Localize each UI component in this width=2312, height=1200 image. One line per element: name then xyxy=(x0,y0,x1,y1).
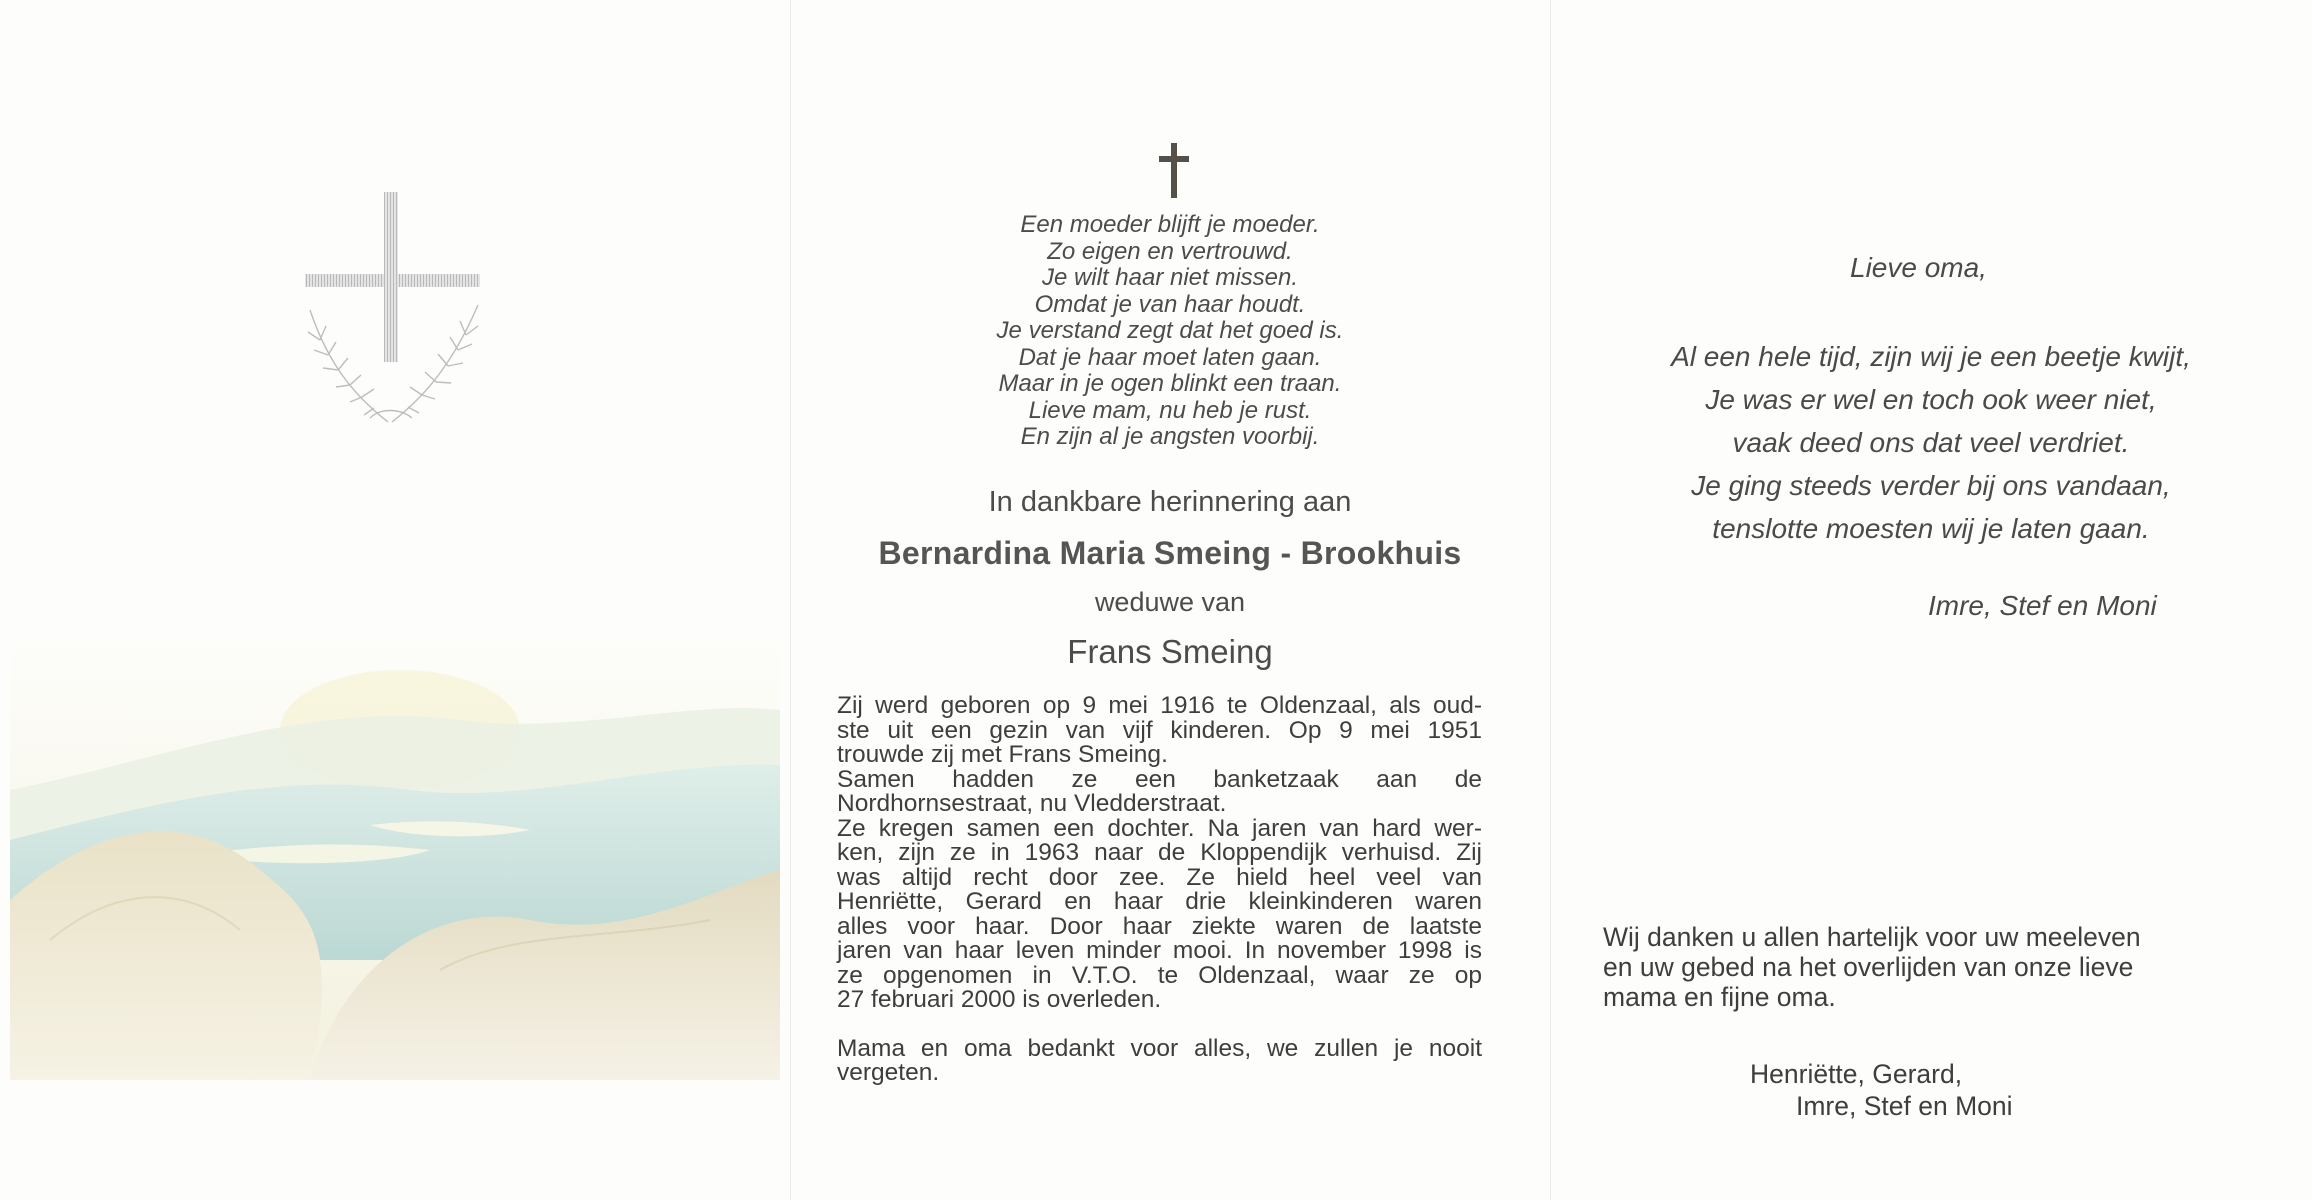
biography-line: ken, zijn ze in 1963 naar de Kloppendijk verhuisd. Zij xyxy=(837,839,1482,866)
thank-you-note xyxy=(1603,922,2223,1012)
thanks-line: mama en fijne oma. xyxy=(1603,982,1836,1012)
thanks-line: en uw gebed na het overlijden van onze lieve xyxy=(1603,952,2134,982)
grandchildren-signature: Imre, Stef en Moni xyxy=(1928,590,2157,621)
poem-line: Maar in je ogen blinkt een traan. xyxy=(998,370,1342,397)
grandma-poem-line: vaak deed ons dat veel verdriet. xyxy=(1732,427,2130,458)
biography-line: 27 februari 2000 is overleden. xyxy=(837,986,1162,1013)
latin-cross-icon xyxy=(1159,143,1189,198)
biography-line: alles voor haar. Door haar ziekte waren de laatste xyxy=(837,912,1482,940)
biography-line: Samen hadden ze een banketzaak aan de xyxy=(837,765,1482,793)
sea-sunrise-illustration xyxy=(10,640,780,1080)
poem-line: Omdat je van haar houdt. xyxy=(1034,290,1306,318)
family-signature-line: Imre, Stef en Moni xyxy=(1796,1091,2013,1121)
grandma-poem-line: Je was er wel en toch ook weer niet, xyxy=(1705,384,2157,415)
grandma-poem-line: tenslotte moesten wij je laten gaan. xyxy=(1712,513,2150,544)
poem-line: Dat je haar moet laten gaan. xyxy=(1018,343,1322,371)
biography-line: Ze kregen samen een dochter. Na jaren van hard wer- xyxy=(837,814,1482,842)
thanks-line: Wij danken u allen hartelijk voor uw meeleven xyxy=(1603,922,2141,952)
grandma-poem-line: Je ging steeds verder bij ons vandaan, xyxy=(1691,470,2171,501)
cross-with-palm-branches-icon xyxy=(300,190,485,430)
family-signature xyxy=(1750,1058,2130,1122)
biography-line: Zij werd geboren op 9 mei 1916 te Oldenzaal, als oud- xyxy=(837,692,1482,719)
grandma-poem-lines xyxy=(1550,335,2312,550)
right-panel xyxy=(1550,0,2312,1200)
spouse-name: Frans Smeing xyxy=(1067,633,1273,670)
biography-line: ste uit een gezin van vijf kinderen. Op 9 mei 1951 xyxy=(837,716,1482,744)
poem-line: Je wilt haar niet missen. xyxy=(1041,264,1299,291)
poem-line: En zijn al je angsten voorbij. xyxy=(1020,423,1320,450)
grandma-greeting: Lieve oma, xyxy=(1850,252,1987,283)
biography xyxy=(837,694,1482,1086)
widow-of-label: weduwe van xyxy=(1094,587,1246,617)
poem-line: Zo eigen en vertrouwd. xyxy=(1047,237,1293,265)
biography-line: ze opgenomen in V.T.O. te Oldenzaal, waar ze op xyxy=(837,961,1482,989)
left-panel xyxy=(0,0,790,1200)
biography-closing-line: vergeten. xyxy=(837,1059,940,1086)
poem-line: Je verstand zegt dat het goed is. xyxy=(996,317,1344,344)
biography-line: Nordhornsestraat, nu Vledderstraat. xyxy=(837,790,1227,817)
poem-line: Een moeder blijft je moeder. xyxy=(1020,211,1320,238)
grandma-poem-line: Al een hele tijd, zijn wij je een beetje kwijt, xyxy=(1671,341,2191,372)
biography-closing-line: Mama en oma bedankt voor alles, we zullen je nooit xyxy=(837,1034,1482,1062)
biography-line: trouwde zij met Frans Smeing. xyxy=(837,741,1168,768)
middle-panel xyxy=(790,0,1550,1200)
remembrance-heading: In dankbare herinnering aan xyxy=(988,486,1352,518)
memorial-poem xyxy=(790,212,1550,451)
biography-line: Henriëtte, Gerard en haar drie kleinkinderen waren xyxy=(837,888,1482,915)
family-signature-line: Henriëtte, Gerard, xyxy=(1750,1059,1963,1089)
deceased-name: Bernardina Maria Smeing - Brookhuis xyxy=(878,535,1462,571)
biography-line: was altijd recht door zee. Ze hield heel veel van xyxy=(837,863,1482,891)
poem-line: Lieve mam, nu heb je rust. xyxy=(1028,396,1312,424)
biography-line: jaren van haar leven minder mooi. In november 1998 is xyxy=(837,937,1482,964)
